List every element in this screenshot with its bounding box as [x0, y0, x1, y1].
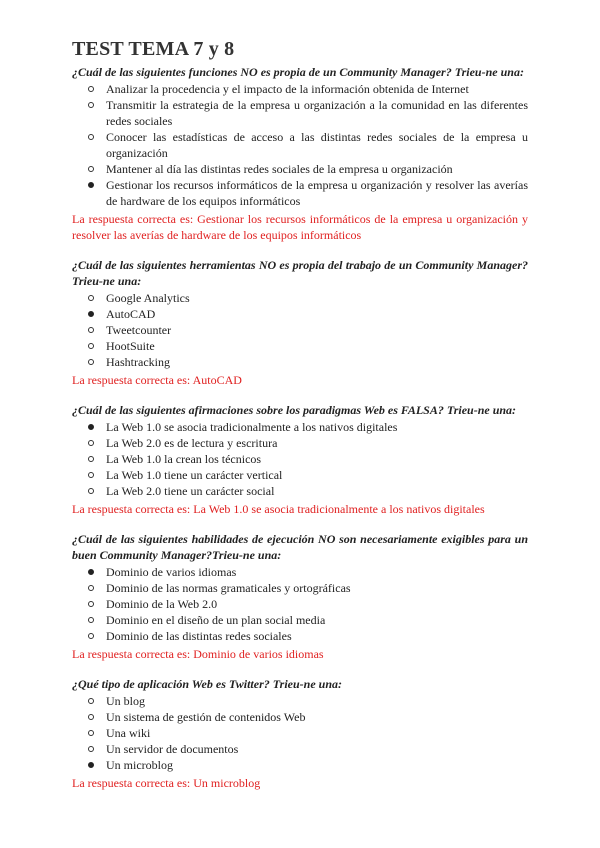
- radio-empty-icon: [88, 472, 94, 478]
- radio-option[interactable]: [72, 725, 528, 741]
- radio-filled-icon: [88, 311, 94, 317]
- option-label: Gestionar los recursos informáticos de la empresa u organización y resolver las averías de hardware de los equipos informáticos: [106, 178, 528, 208]
- radio-empty-icon: [88, 730, 94, 736]
- radio-option[interactable]: [72, 338, 528, 354]
- option-label: Tweetcounter: [106, 323, 172, 337]
- correct-answer: La respuesta correcta es: La Web 1.0 se asocia tradicionalmente a los nativos digitales: [72, 502, 485, 516]
- option-label: Una wiki: [106, 726, 151, 740]
- radio-option[interactable]: [72, 451, 528, 467]
- options-list: [72, 419, 528, 499]
- option-label: La Web 1.0 la crean los técnicos: [106, 452, 262, 466]
- radio-empty-icon: [88, 585, 94, 591]
- radio-option[interactable]: [72, 97, 528, 129]
- radio-option[interactable]: [72, 483, 528, 499]
- question-text: ¿Qué tipo de aplicación Web es Twitter? Trieu-ne una:: [72, 677, 342, 691]
- option-label: Un sistema de gestión de contenidos Web: [106, 710, 306, 724]
- radio-option[interactable]: [72, 693, 528, 709]
- option-label: Analizar la procedencia y el impacto de la información obtenida de Internet: [106, 82, 469, 96]
- option-label: La Web 2.0 es de lectura y escritura: [106, 436, 278, 450]
- option-label: Un servidor de documentos: [106, 742, 239, 756]
- option-label: La Web 2.0 tiene un carácter social: [106, 484, 275, 498]
- question-block: [72, 531, 528, 662]
- radio-option[interactable]: [72, 612, 528, 628]
- radio-empty-icon: [88, 295, 94, 301]
- option-label: Dominio de las distintas redes sociales: [106, 629, 292, 643]
- question-block: [72, 676, 528, 791]
- correct-answer: La respuesta correcta es: Dominio de varios idiomas: [72, 647, 324, 661]
- radio-empty-icon: [88, 86, 94, 92]
- radio-option[interactable]: [72, 628, 528, 644]
- correct-answer: La respuesta correcta es: Un microblog: [72, 776, 261, 790]
- option-label: Conocer las estadísticas de acceso a las distintas redes sociales de la empresa u organización: [106, 130, 528, 160]
- radio-empty-icon: [88, 698, 94, 704]
- radio-empty-icon: [88, 134, 94, 140]
- option-label: Un blog: [106, 694, 145, 708]
- question-block: [72, 64, 528, 243]
- question-text: ¿Cuál de las siguientes funciones NO es propia de un Community Manager? Trieu-ne una:: [72, 65, 524, 79]
- option-label: Dominio en el diseño de un plan social media: [106, 613, 326, 627]
- option-label: Dominio de la Web 2.0: [106, 597, 218, 611]
- option-label: Transmitir la estrategia de la empresa u organización a la comunidad en las diferentes redes sociales: [106, 98, 528, 128]
- radio-option[interactable]: [72, 435, 528, 451]
- option-label: Google Analytics: [106, 291, 190, 305]
- radio-option[interactable]: [72, 709, 528, 725]
- option-label: La Web 1.0 se asocia tradicionalmente a los nativos digitales: [106, 420, 398, 434]
- question-text: ¿Cuál de las siguientes afirmaciones sobre los paradigmas Web es FALSA? Trieu-ne una:: [72, 403, 517, 417]
- options-list: [72, 81, 528, 209]
- radio-option[interactable]: [72, 81, 528, 97]
- radio-option[interactable]: [72, 129, 528, 161]
- option-label: La Web 1.0 tiene un carácter vertical: [106, 468, 283, 482]
- radio-empty-icon: [88, 343, 94, 349]
- radio-option[interactable]: [72, 290, 528, 306]
- radio-option-selected[interactable]: [72, 177, 528, 209]
- option-label: Dominio de las normas gramaticales y ortográficas: [106, 581, 351, 595]
- radio-empty-icon: [88, 746, 94, 752]
- radio-option-selected[interactable]: [72, 306, 528, 322]
- option-label: Dominio de varios idiomas: [106, 565, 237, 579]
- page-title: TEST TEMA 7 y 8: [72, 38, 235, 60]
- radio-filled-icon: [88, 182, 94, 188]
- option-label: Mantener al día las distintas redes sociales de la empresa u organización: [106, 162, 453, 176]
- question-block: [72, 257, 528, 388]
- option-label: Hashtracking: [106, 355, 170, 369]
- question-text: ¿Cuál de las siguientes habilidades de ejecución NO son necesariamente exigibles para un buen Community Manager?Trieu-ne una:: [72, 532, 528, 562]
- radio-empty-icon: [88, 488, 94, 494]
- option-label: HootSuite: [106, 339, 155, 353]
- question-block: [72, 402, 528, 517]
- radio-option[interactable]: [72, 596, 528, 612]
- radio-option[interactable]: [72, 741, 528, 757]
- options-list: [72, 564, 528, 644]
- question-text: ¿Cuál de las siguientes herramientas NO es propia del trabajo de un Community Manager?Trieu-ne una:: [72, 258, 528, 288]
- radio-empty-icon: [88, 617, 94, 623]
- radio-empty-icon: [88, 327, 94, 333]
- radio-option[interactable]: [72, 580, 528, 596]
- radio-option[interactable]: [72, 467, 528, 483]
- correct-answer: La respuesta correcta es: AutoCAD: [72, 373, 242, 387]
- options-list: [72, 290, 528, 370]
- radio-option[interactable]: [72, 161, 528, 177]
- radio-option-selected[interactable]: [72, 419, 528, 435]
- radio-empty-icon: [88, 601, 94, 607]
- radio-empty-icon: [88, 166, 94, 172]
- radio-option[interactable]: [72, 354, 528, 370]
- correct-answer: La respuesta correcta es: Gestionar los recursos informáticos de la empresa u organización y resolver las averías de hardware de los equipos informáticos: [72, 212, 528, 242]
- radio-filled-icon: [88, 424, 94, 430]
- radio-empty-icon: [88, 633, 94, 639]
- radio-option[interactable]: [72, 322, 528, 338]
- radio-empty-icon: [88, 714, 94, 720]
- radio-option-selected[interactable]: [72, 757, 528, 773]
- radio-option-selected[interactable]: [72, 564, 528, 580]
- option-label: AutoCAD: [106, 307, 156, 321]
- radio-empty-icon: [88, 102, 94, 108]
- radio-empty-icon: [88, 440, 94, 446]
- options-list: [72, 693, 528, 773]
- radio-empty-icon: [88, 359, 94, 365]
- radio-filled-icon: [88, 569, 94, 575]
- radio-empty-icon: [88, 456, 94, 462]
- radio-filled-icon: [88, 762, 94, 768]
- option-label: Un microblog: [106, 758, 173, 772]
